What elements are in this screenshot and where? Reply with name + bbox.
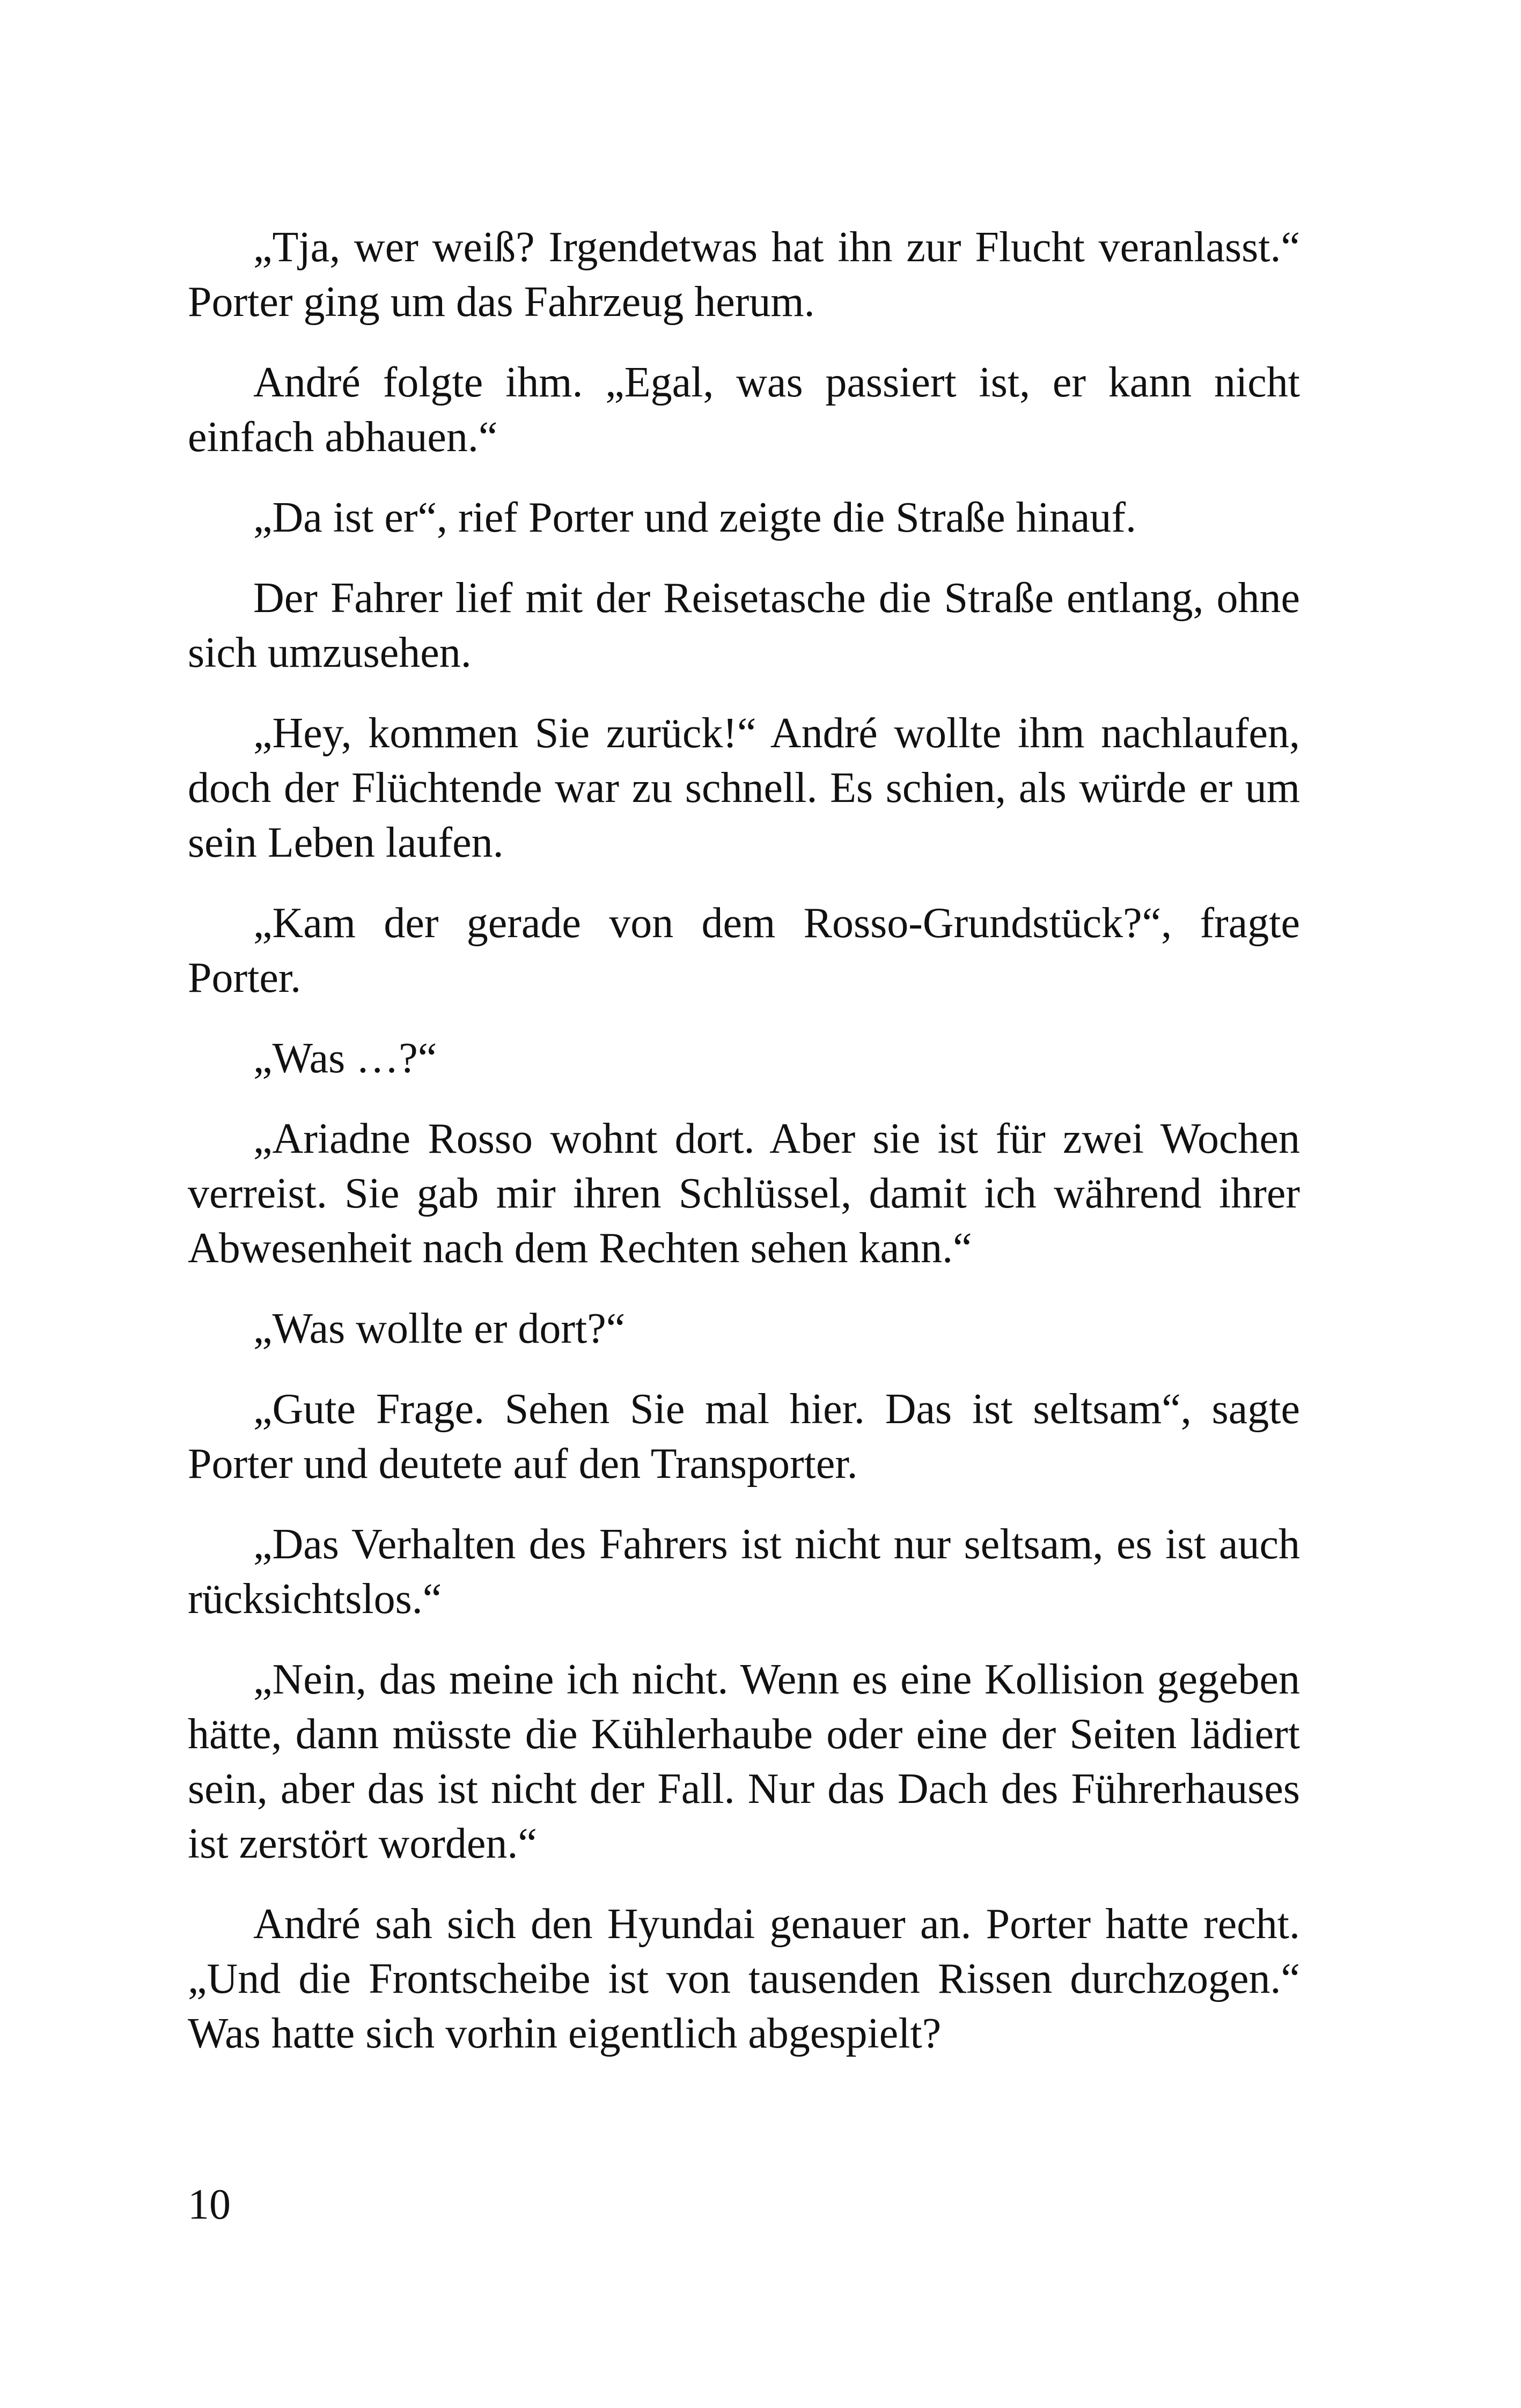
paragraph: „Ariadne Rosso wohnt dort. Aber sie ist für zwei Wochen verreist. Sie gab mir ihren Schlüssel, damit ich während ihrer Abwesenheit nach dem Rechten sehen kann.“ <box>188 1115 1300 1272</box>
page-body <box>188 220 1300 2087</box>
paragraph: „Kam der gerade von dem Rosso-Grundstück?“, fragte Porter. <box>188 900 1300 1002</box>
paragraph: Der Fahrer lief mit der Reisetasche die Straße entlang, ohne sich umzusehen. <box>188 575 1300 676</box>
paragraph: „Gute Frage. Sehen Sie mal hier. Das ist seltsam“, sagte Porter und deutete auf den Transporter. <box>188 1386 1300 1487</box>
paragraph: „Tja, wer weiß? Irgendetwas hat ihn zur Flucht veranlasst.“ Porter ging um das Fahrzeug herum. <box>188 224 1300 326</box>
paragraph: „Das Verhalten des Fahrers ist nicht nur seltsam, es ist auch rücksichtslos.“ <box>188 1521 1300 1623</box>
paragraph: „Hey, kommen Sie zurück!“ André wollte ihm nachlaufen, doch der Flüchtende war zu schnell. Es schien, als würde er um sein Leben laufen. <box>188 710 1300 866</box>
page-number: 10 <box>188 2181 231 2228</box>
paragraph: André sah sich den Hyundai genauer an. Porter hatte recht. „Und die Frontscheibe ist von tausenden Rissen durchzogen.“ Was hatte sich vorhin eigentlich abgespielt? <box>188 1901 1300 2057</box>
paragraph: „Was wollte er dort?“ <box>253 1305 626 1352</box>
paragraph: „Da ist er“, rief Porter und zeigte die Straße hinauf. <box>253 494 1137 541</box>
paragraph: „Nein, das meine ich nicht. Wenn es eine Kollision gegeben hätte, dann müsste die Kühlerhaube oder eine der Seiten lädiert sein, aber das ist nicht der Fall. Nur das Dach des Führerhauses ist zerstört worden.“ <box>188 1656 1300 1867</box>
paragraph: André folgte ihm. „Egal, was passiert ist, er kann nicht einfach abhauen.“ <box>188 359 1300 461</box>
paragraph: „Was …?“ <box>253 1035 437 1082</box>
